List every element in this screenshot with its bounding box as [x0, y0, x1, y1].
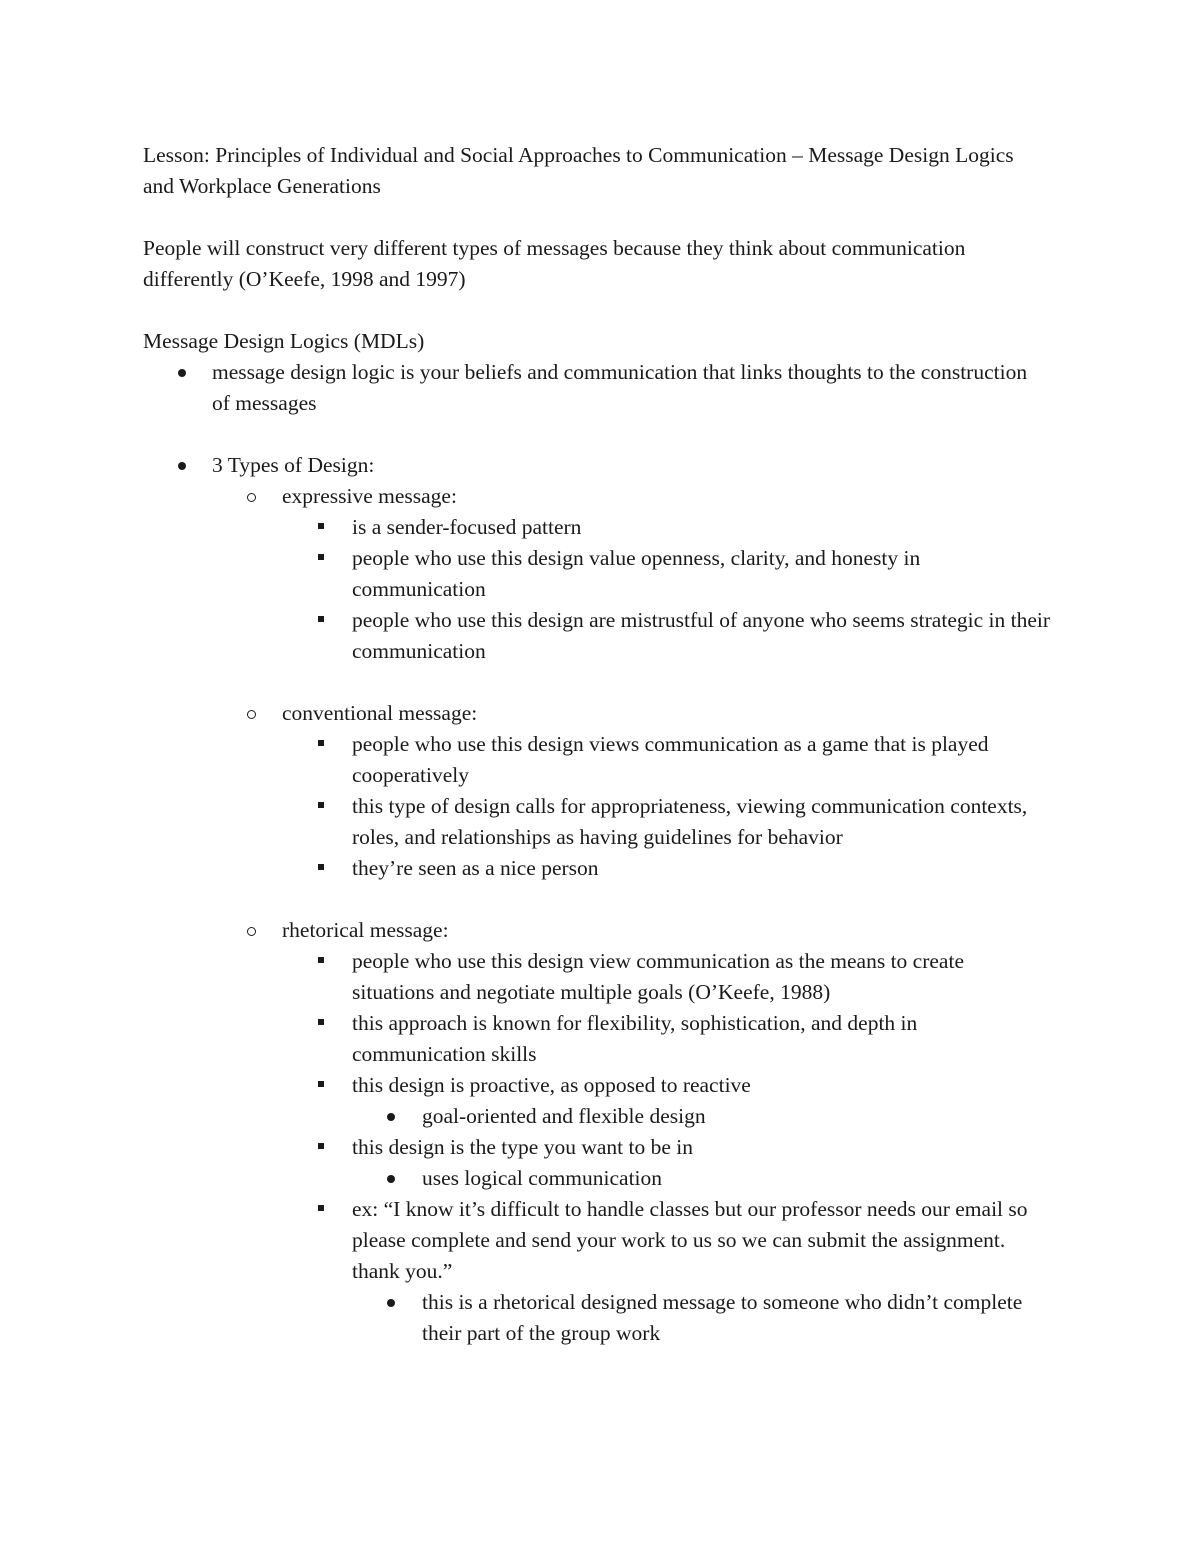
lesson-title: Lesson: Principles of Individual and Social Approaches to Communication – Message Design Logics and Workplace Generations — [143, 143, 1014, 198]
list-item — [282, 1008, 1050, 1070]
rhetorical-label: rhetorical message: — [282, 918, 449, 942]
conventional-label: conventional message: — [282, 701, 478, 725]
point-text: people who use this design value openness, clarity, and honesty in communication — [352, 546, 921, 601]
list-item — [282, 512, 1050, 543]
rhetorical-points — [282, 946, 1050, 1349]
point-text: they’re seen as a nice person — [352, 856, 599, 880]
spacer — [143, 295, 1050, 326]
list-item — [352, 1101, 1050, 1132]
list-item — [282, 729, 1050, 791]
list-item — [282, 1070, 1050, 1132]
section-heading: Message Design Logics (MDLs) — [143, 329, 425, 353]
type-subpoints — [352, 1163, 1050, 1194]
point-text: this approach is known for flexibility, sophistication, and depth in communication skills — [352, 1011, 918, 1066]
point-text: this design is the type you want to be in — [352, 1135, 693, 1159]
spacer — [143, 419, 1050, 450]
spacer — [143, 202, 1050, 233]
subpoint-text: uses logical communication — [422, 1166, 663, 1190]
definition-text: message design logic is your beliefs and communication that links thoughts to the construction of messages — [212, 360, 1028, 415]
expressive-points — [282, 512, 1050, 667]
proactive-subpoints — [352, 1101, 1050, 1132]
types-list — [143, 450, 1050, 1349]
list-item — [352, 1163, 1050, 1194]
point-text: this type of design calls for appropriateness, viewing communication contexts, roles, and relationships as having guidelines for behavior — [352, 794, 1028, 849]
point-text: people who use this design view communication as the means to create situations and negotiate multiple goals (O’Keefe, 1988) — [352, 949, 964, 1004]
conventional-points — [282, 729, 1050, 884]
mdl-list — [143, 357, 1050, 419]
example-subpoints — [352, 1287, 1050, 1349]
expressive-label: expressive message: — [282, 484, 457, 508]
subpoint-text: goal-oriented and flexible design — [422, 1104, 706, 1128]
list-item — [282, 543, 1050, 605]
types-heading: 3 Types of Design: — [212, 453, 375, 477]
spacer — [282, 884, 1050, 915]
list-item — [282, 1132, 1050, 1194]
design-types-list — [212, 481, 1050, 1349]
list-item — [282, 605, 1050, 667]
point-text: people who use this design are mistrustful of anyone who seems strategic in their communication — [352, 608, 1050, 663]
point-text: this design is proactive, as opposed to reactive — [352, 1073, 751, 1097]
list-item — [143, 450, 1050, 1349]
list-item — [282, 853, 1050, 884]
intro-paragraph: People will construct very different types of messages because they think about communication differently (O’Keefe, 1998 and 1997) — [143, 236, 966, 291]
list-item — [282, 946, 1050, 1008]
point-text: is a sender-focused pattern — [352, 515, 582, 539]
spacer — [282, 667, 1050, 698]
point-text: people who use this design views communication as a game that is played cooperatively — [352, 732, 989, 787]
point-text: ex: “I know it’s difficult to handle classes but our professor needs our email so please complete and send your work to us so we can submit the assignment. thank you.” — [352, 1197, 1028, 1283]
list-item-conventional — [212, 698, 1050, 915]
list-item-expressive — [212, 481, 1050, 698]
list-item — [352, 1287, 1050, 1349]
list-item — [282, 1194, 1050, 1349]
list-item — [282, 791, 1050, 853]
list-item — [143, 357, 1050, 419]
subpoint-text: this is a rhetorical designed message to someone who didn’t complete their part of the group work — [422, 1290, 1023, 1345]
list-item-rhetorical — [212, 915, 1050, 1349]
